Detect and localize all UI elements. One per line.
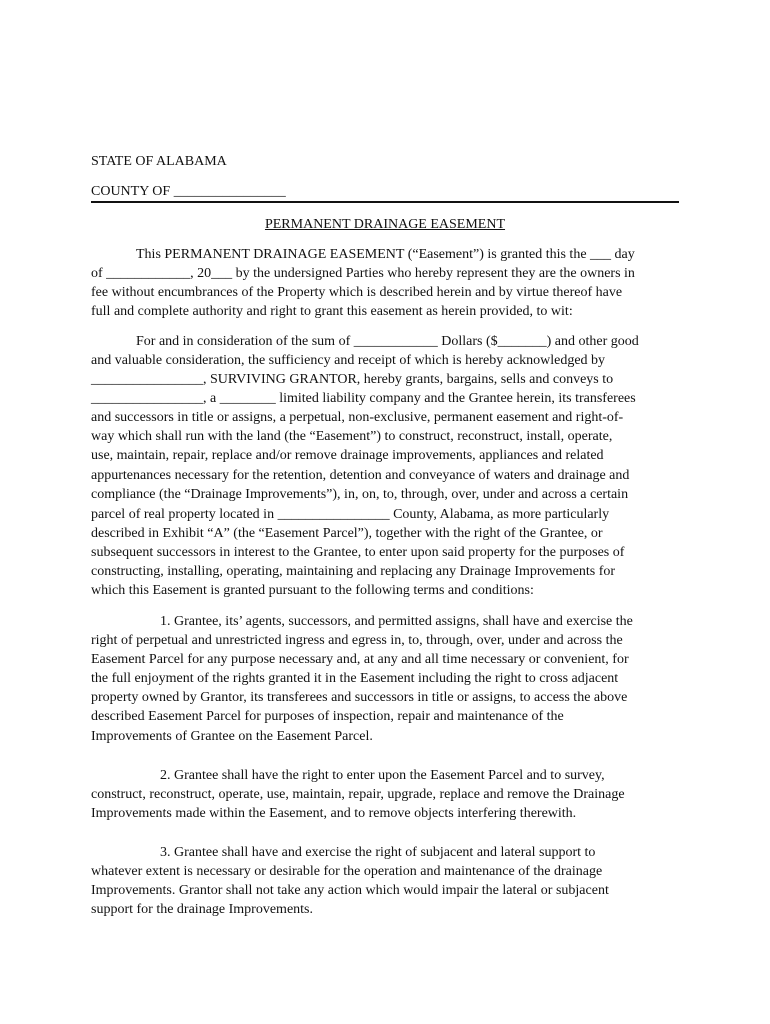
paragraph-line: construct, reconstruct, operate, use, maintain, repair, upgrade, replace and remove the Drainage bbox=[91, 787, 625, 802]
document-title: PERMANENT DRAINAGE EASEMENT bbox=[264, 217, 506, 232]
paragraph-line: Improvements of Grantee on the Easement Parcel. bbox=[91, 729, 373, 744]
paragraph-line: This PERMANENT DRAINAGE EASEMENT (“Easement”) is granted this the ___ day bbox=[136, 247, 635, 262]
paragraph-line: Improvements. Grantor shall not take any action which would impair the lateral or subjacent bbox=[91, 883, 609, 898]
state-heading: STATE OF ALABAMA bbox=[91, 154, 227, 169]
paragraph-line: property owned by Grantor, its transferees and successors in title or assigns, to access the above bbox=[91, 690, 628, 705]
paragraph-line: right of perpetual and unrestricted ingress and egress in, to, through, over, under and across the bbox=[91, 633, 623, 648]
paragraph-line: way which shall run with the land (the “Easement”) to construct, reconstruct, install, operate, bbox=[91, 429, 613, 444]
paragraph-line: Easement Parcel for any purpose necessary and, at any and all time necessary or convenient, for bbox=[91, 652, 629, 667]
paragraph-line: subsequent successors in interest to the Grantee, to enter upon said property for the purposes of bbox=[91, 545, 625, 560]
paragraph-line: use, maintain, repair, replace and/or remove drainage improvements, appliances and related bbox=[91, 448, 604, 463]
paragraph-line: support for the drainage Improvements. bbox=[91, 902, 313, 917]
paragraph-line: compliance (the “Drainage Improvements”), in, on, to, through, over, under and across a certain bbox=[91, 487, 629, 502]
paragraph-line: of ____________, 20___ by the undersigned Parties who hereby represent they are the owners in bbox=[91, 266, 635, 281]
paragraph-line: which this Easement is granted pursuant to the following terms and conditions: bbox=[91, 583, 534, 598]
paragraph-line: ________________, SURVIVING GRANTOR, hereby grants, bargains, sells and conveys to bbox=[91, 372, 614, 387]
paragraph-line: parcel of real property located in ________________ County, Alabama, as more particularly bbox=[91, 507, 610, 522]
paragraph-line: described in Exhibit “A” (the “Easement Parcel”), together with the right of the Grantee, or bbox=[91, 526, 603, 541]
paragraph-line: 3. Grantee shall have and exercise the right of subjacent and lateral support to bbox=[160, 845, 596, 860]
paragraph-line: and valuable consideration, the sufficiency and receipt of which is hereby acknowledged by bbox=[91, 353, 606, 368]
paragraph-line: fee without encumbrances of the Property which is described herein and by virtue thereof have bbox=[91, 285, 623, 300]
paragraph-line: whatever extent is necessary or desirable for the operation and maintenance of the drainage bbox=[91, 864, 603, 879]
paragraph-line: full and complete authority and right to grant this easement as herein provided, to wit: bbox=[91, 304, 573, 319]
paragraph-line: Improvements made within the Easement, and to remove objects interfering therewith. bbox=[91, 806, 577, 821]
paragraph-line: the full enjoyment of the rights granted it in the Easement including the right to cross adjacent bbox=[91, 671, 619, 686]
paragraph-line: ________________, a ________ limited liability company and the Grantee herein, its transferees bbox=[91, 391, 636, 406]
header-divider bbox=[91, 201, 679, 203]
paragraph-line: and successors in title or assigns, a perpetual, non-exclusive, permanent easement and right-of- bbox=[91, 410, 624, 425]
paragraph-line: For and in consideration of the sum of ____________ Dollars ($_______) and other good bbox=[136, 334, 639, 349]
paragraph-line: appurtenances necessary for the retention, detention and conveyance of waters and drainage and bbox=[91, 468, 630, 483]
paragraph-line: constructing, installing, operating, maintaining and replacing any Drainage Improvements for bbox=[91, 564, 616, 579]
paragraph-line: 2. Grantee shall have the right to enter upon the Easement Parcel and to survey, bbox=[160, 768, 605, 783]
paragraph-line: described Easement Parcel for purposes of inspection, repair and maintenance of the bbox=[91, 709, 564, 724]
county-heading: COUNTY OF ________________ bbox=[91, 184, 286, 199]
paragraph-line: 1. Grantee, its’ agents, successors, and permitted assigns, shall have and exercise the bbox=[160, 614, 633, 629]
